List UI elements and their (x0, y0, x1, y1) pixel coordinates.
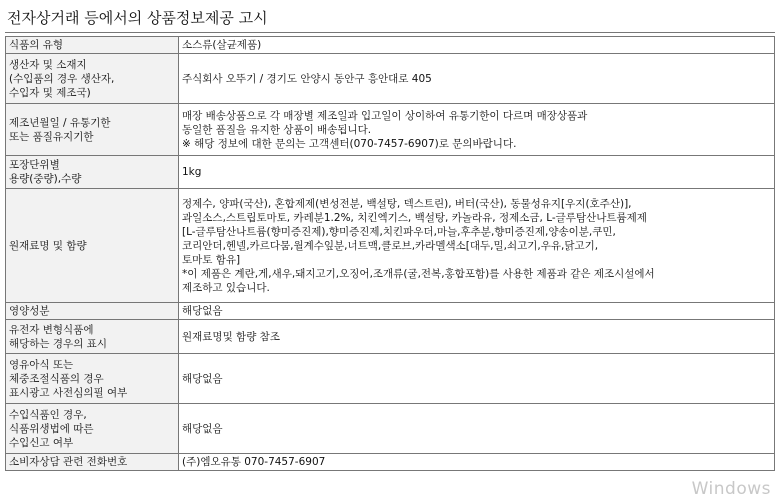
row-value: 1kg (179, 156, 775, 189)
row-label: 제조년월일 / 유통기한 또는 품질유지기한 (6, 104, 179, 156)
table-row (6, 320, 775, 354)
row-label: 영양성분 (6, 303, 179, 320)
row-value: (주)엠오유통 070-7457-6907 (179, 454, 775, 471)
row-value: 해당없음 (179, 404, 775, 454)
table-row (6, 104, 775, 156)
row-label: 수입식품인 경우, 식품위생법에 따른 수입신고 여부 (6, 404, 179, 454)
row-label: 생산자 및 소재지 (수입품의 경우 생산자, 수입자 및 제조국) (6, 54, 179, 104)
table-row (6, 37, 775, 54)
table-row (6, 54, 775, 104)
row-value: 해당없음 (179, 303, 775, 320)
row-label: 유전자 변형식품에 해당하는 경우의 표시 (6, 320, 179, 354)
table-row (6, 189, 775, 303)
row-label: 영유아식 또는 체중조절식품의 경우 표시광고 사전심의필 여부 (6, 354, 179, 404)
row-value: 원재료명및 함량 참조 (179, 320, 775, 354)
product-info-table (5, 36, 775, 471)
row-label: 식품의 유형 (6, 37, 179, 54)
row-label: 원재료명 및 함량 (6, 189, 179, 303)
table-row (6, 354, 775, 404)
row-label: 소비자상담 관련 전화번호 (6, 454, 179, 471)
row-value: 매장 배송상품으로 각 매장별 제조일과 입고일이 상이하여 유통기한이 다르며 매장상품과 동일한 품질을 유지한 상품이 배송됩니다. ※ 해당 정보에 대한 문의는 고객센터(070-7457-6907)로 문의바랍니다. (179, 104, 775, 156)
notice-title: 전자상거래 등에서의 상품정보제공 고시 (5, 5, 775, 33)
table-row (6, 404, 775, 454)
row-value: 주식회사 오뚜기 / 경기도 안양시 동안구 흥안대로 405 (179, 54, 775, 104)
table-row (6, 454, 775, 471)
row-value: 소스류(살균제품) (179, 37, 775, 54)
row-label: 포장단위별 용량(중량),수량 (6, 156, 179, 189)
table-row (6, 156, 775, 189)
row-value: 정제수, 양파(국산), 혼합제제(변성전분, 백설탕, 덱스트린), 버터(국산), 동물성유지[우지(호주산)], 과일소스,스트립토마토, 카레분1.2%, 치킨엑기스, 백설탕, 카놀라유, 정제소금, L-글루탐산나트륨제제 [L-글루탐산나트륨(향미증진제),향미증진제,치킨파우더,마늘,후추분,향미증진제,양송이분,쿠민, 코리안더,헨넬,카르다뭄,월계수잎분,너트맥,클로브,카라멜색소[대두,밀,쇠고기,우유,닭고기, 토마토 함유] *이 제품은 계란,게,새우,돼지고기,오징어,조개류(굴,전복,홍합포함)를 사용한 제품과 같은 제조시설에서 제조하고 있습니다. (179, 189, 775, 303)
windows-watermark: Windows (691, 479, 771, 499)
table-row (6, 303, 775, 320)
row-value: 해당없음 (179, 354, 775, 404)
